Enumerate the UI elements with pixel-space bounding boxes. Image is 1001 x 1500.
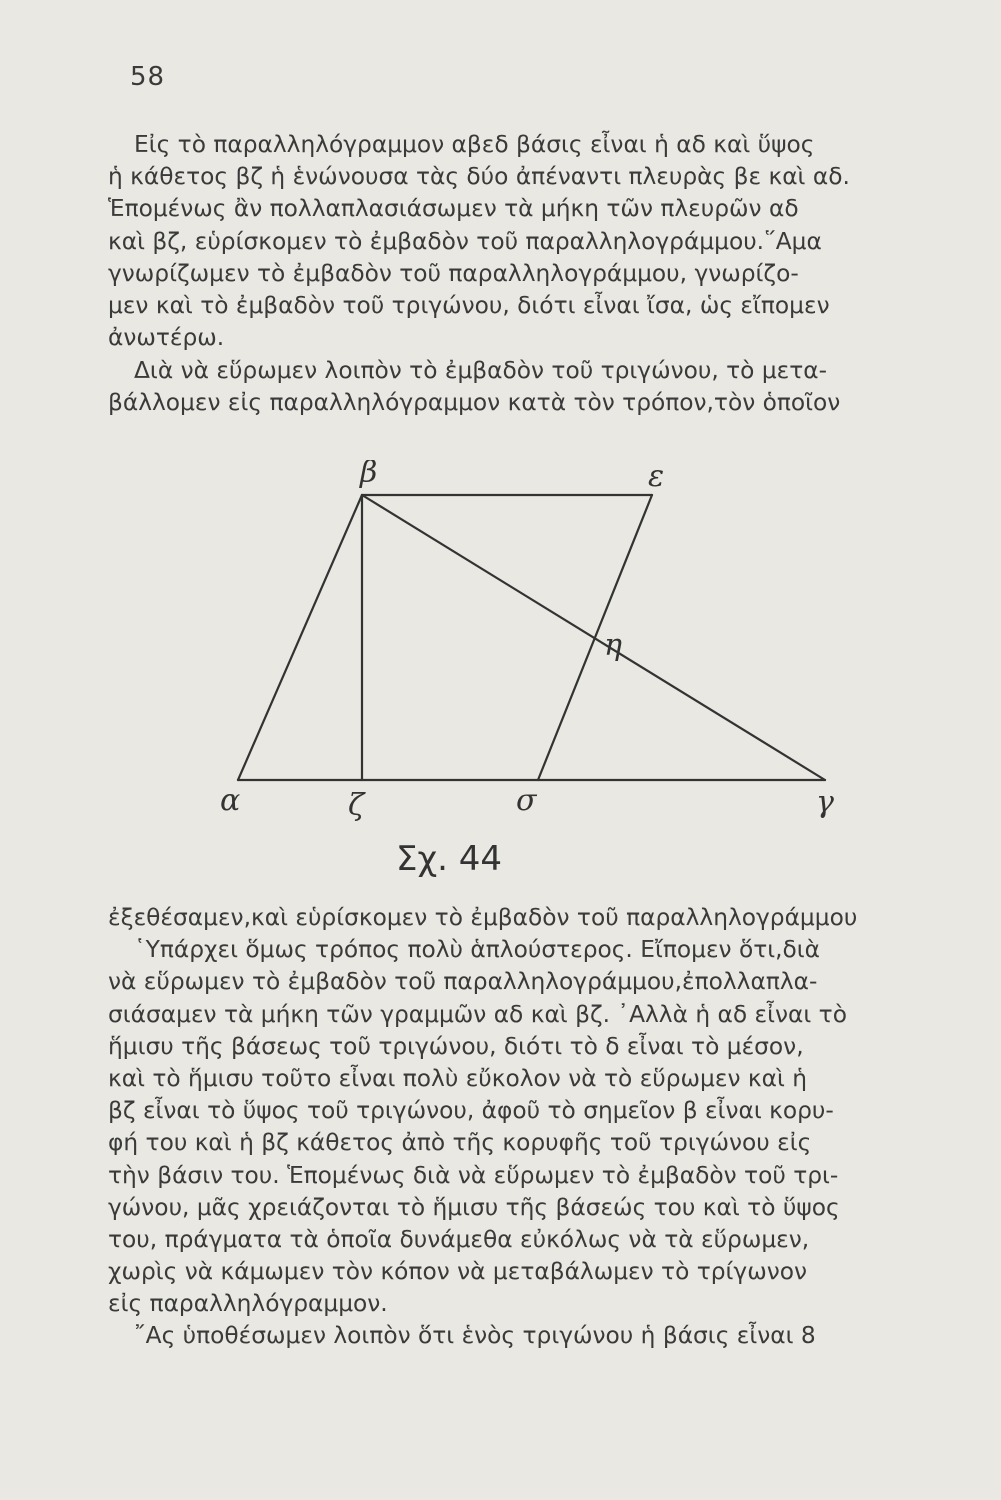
text-line: ἡ κάθετος βζ ἡ ἑνώνουσα τὰς δύο ἀπέναντι πλευρὰς βε καὶ αδ.: [108, 163, 850, 191]
text-line: ῎Ας ὑποθέσωμεν λοιπὸν ὅτι ἑνὸς τριγώνου ἡ βάσις εἶναι 8: [134, 1322, 816, 1349]
text-line: καὶ τὸ ἥμισυ τοῦτο εἶναι πολὺ εὔκολον νὰ τὸ εὕρωμεν καὶ ἡ: [108, 1065, 808, 1093]
line-ab: [238, 495, 362, 780]
paragraph-2: [108, 355, 953, 419]
text-line: γνωρίζωμεν τὸ ἐμβαδὸν τοῦ παραλληλογράμμου, γνωρίζο-: [108, 259, 799, 287]
text-line: γώνου, μᾶς χρειάζονται τὸ ἥμισυ τῆς βάσεώς του καὶ τὸ ὕψος: [108, 1193, 840, 1221]
text-line: φή του καὶ ἡ βζ κάθετος ἀπὸ τῆς κορυφῆς τοῦ τριγώνου εἰς: [108, 1129, 812, 1157]
text-line: σιάσαμεν τὰ μήκη τῶν γραμμῶν αδ καὶ βζ. ᾿Αλλὰ ἡ αδ εἶναι τὸ: [108, 1000, 847, 1028]
label-a: α: [220, 783, 241, 818]
text-line: νὰ εὕρωμεν τὸ ἐμβαδὸν τοῦ παραλληλογράμμου,ἐπολλαπλα-: [108, 968, 818, 996]
text-line: βζ εἶναι τὸ ὕψος τοῦ τριγώνου, ἀφοῦ τὸ σημεῖον β εἶναι κορυ-: [108, 1097, 834, 1125]
text-line: βάλλομεν εἰς παραλληλόγραμμον κατὰ τὸν τρόπον,τὸν ὁποῖον: [108, 389, 841, 417]
label-z: ζ: [348, 788, 365, 823]
text-line: ῾Υπάρχει ὅμως τρόπος πολὺ ἁπλούστερος. Εἴπομεν ὅτι,διὰ: [134, 936, 821, 964]
text-line: Ἑπομένως ἂν πολλαπλασιάσωμεν τὰ μήκη τῶν πλευρῶν αδ: [108, 195, 799, 223]
label-e: ε: [648, 460, 665, 494]
label-g: γ: [816, 785, 834, 820]
text-line: μεν καὶ τὸ ἐμβαδὸν τοῦ τριγώνου, διότι εἶναι ἴσα, ὡς εἴπομεν: [108, 292, 830, 320]
line-es: [538, 495, 652, 780]
paragraph-3: [108, 902, 953, 1321]
text-line: τὴν βάσιν του. Ἑπομένως διὰ νὰ εὕρωμεν τὸ ἐμβαδὸν τοῦ τρι-: [108, 1161, 839, 1189]
text-line: εἰς παραλληλόγραμμον.: [108, 1290, 388, 1318]
paragraph-1: [108, 129, 953, 354]
label-b: β: [360, 460, 378, 490]
text-line: ἀνωτέρω.: [108, 324, 225, 352]
text-line: ἥμισυ τῆς βάσεως τοῦ τριγώνου, διότι τὸ δ εἶναι τὸ μέσον,: [108, 1032, 804, 1060]
text-line: Εἰς τὸ παραλληλόγραμμον αβεδ βάσις εἶναι ἡ αδ καὶ ὕψος: [134, 131, 815, 158]
text-line: ἐξεθέσαμεν,καὶ εὑρίσκομεν τὸ ἐμβαδὸν τοῦ παραλληλογράμμου: [108, 904, 858, 931]
figure-caption: Σχ. 44: [396, 839, 503, 879]
geometry-figure: [200, 460, 880, 900]
paragraph-4: [108, 1320, 953, 1352]
label-s: σ: [516, 783, 537, 818]
text-line: του, πράγματα τὰ ὁποῖα δυνάμεθα εὐκόλως νὰ τὰ εὕρωμεν,: [108, 1226, 810, 1254]
text-line: χωρὶς νὰ κάμωμεν τὸν κόπον νὰ μεταβάλωμεν τὸ τρίγωνον: [108, 1258, 808, 1286]
text-line: Διὰ νὰ εὕρωμεν λοιπὸν τὸ ἐμβαδὸν τοῦ τριγώνου, τὸ μετα-: [134, 357, 828, 384]
text-line: καὶ βζ, εὑρίσκομεν τὸ ἐμβαδὸν τοῦ παραλληλογράμμου.῞Αμα: [108, 227, 822, 255]
line-bg: [362, 495, 825, 780]
page-number: 58: [130, 62, 166, 92]
label-h: η: [604, 628, 622, 663]
